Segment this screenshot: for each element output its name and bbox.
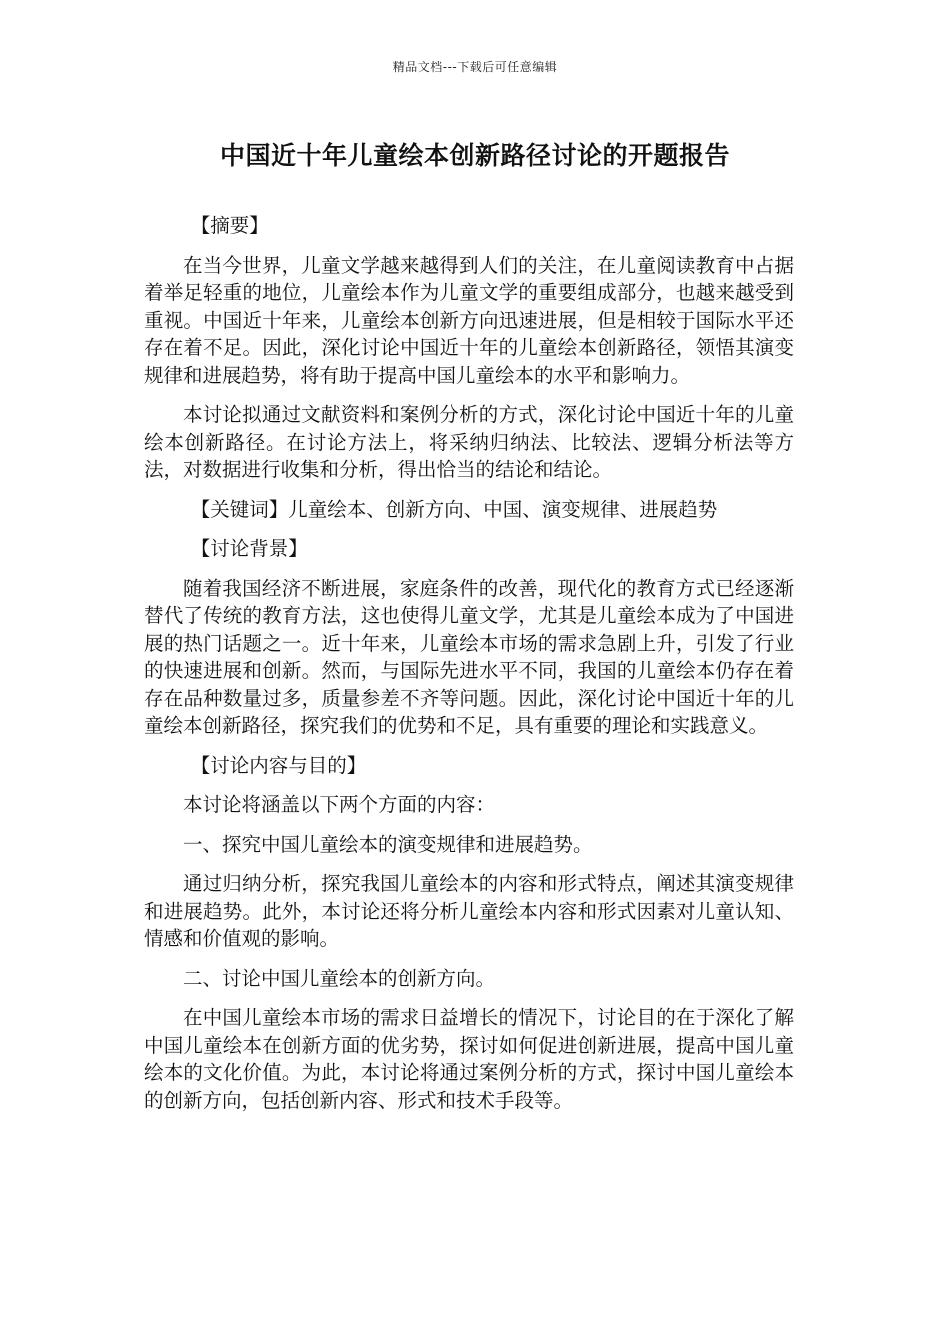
content-intro: 本讨论将涵盖以下两个方面的内容： xyxy=(183,793,496,816)
keywords-line: 【关键词】儿童绘本、创新方向、中国、演变规律、进展趋势 xyxy=(190,497,718,521)
abstract-paragraph-1: 在当今世界，儿童文学越来越得到人们的关注，在儿童阅读教育中占据着举足轻重的地位，儿童绘本作为儿童文学的重要组成部分，也越来越受到重视。中国近十年来，儿童绘本创新方向迅速进展，但是相较于国际水平还存在着不足。因此，深化讨论中国近十年的儿童绘本创新路径，领悟其演变规律和进展趋势，将有助于提高中国儿童绘本的水平和影响力。 xyxy=(144,253,794,387)
abstract-paragraph-2: 本讨论拟通过文献资料和案例分析的方式，深化讨论中国近十年的儿童绘本创新路径。在讨论方法上，将采纳归纳法、比较法、逻辑分析法等方法，对数据进行收集和分析，得出恰当的结论和结论。 xyxy=(144,403,794,481)
item-1-paragraph: 通过归纳分析，探究我国儿童绘本的内容和形式特点，阐述其演变规律和进展趋势。此外，本讨论还将分析儿童绘本内容和形式因素对儿童认知、情感和价值观的影响。 xyxy=(144,872,794,950)
item-2-paragraph: 在中国儿童绘本市场的需求日益增长的情况下，讨论目的在于深化了解中国儿童绘本在创新方面的优劣势，探讨如何促进创新进展，提高中国儿童绘本的文化价值。为此，本讨论将通过案例分析的方式，探讨中国儿童绘本的创新方向，包括创新内容、形式和技术手段等。 xyxy=(144,1006,794,1112)
document-title: 中国近十年儿童绘本创新路径讨论的开题报告 xyxy=(219,141,730,170)
background-heading: 【讨论背景】 xyxy=(190,537,308,560)
item-1-title: 一、探究中国儿童绘本的演变规律和进展趋势。 xyxy=(183,832,593,856)
background-paragraph: 随着我国经济不断进展，家庭条件的改善，现代化的教育方式已经逐渐替代了传统的教育方法，这也使得儿童文学，尤其是儿童绘本成为了中国进展的热门话题之一。近十年来，儿童绘本市场的需求急剧上升，引发了行业的快速进展和创新。然而，与国际先进水平不同，我国的儿童绘本仍存在着存在品种数量过多，质量参差不齐等问题。因此，深化讨论中国近十年的儿童绘本创新路径，探究我们的优势和不足，具有重要的理论和实践意义。 xyxy=(144,576,794,737)
content-heading: 【讨论内容与目的】 xyxy=(190,753,367,777)
item-2-title: 二、讨论中国儿童绘本的创新方向。 xyxy=(183,966,496,990)
page-header-note: 精品文档---下载后可任意编辑 xyxy=(392,60,558,74)
abstract-heading: 【摘要】 xyxy=(190,214,269,237)
document-body xyxy=(144,212,794,1126)
